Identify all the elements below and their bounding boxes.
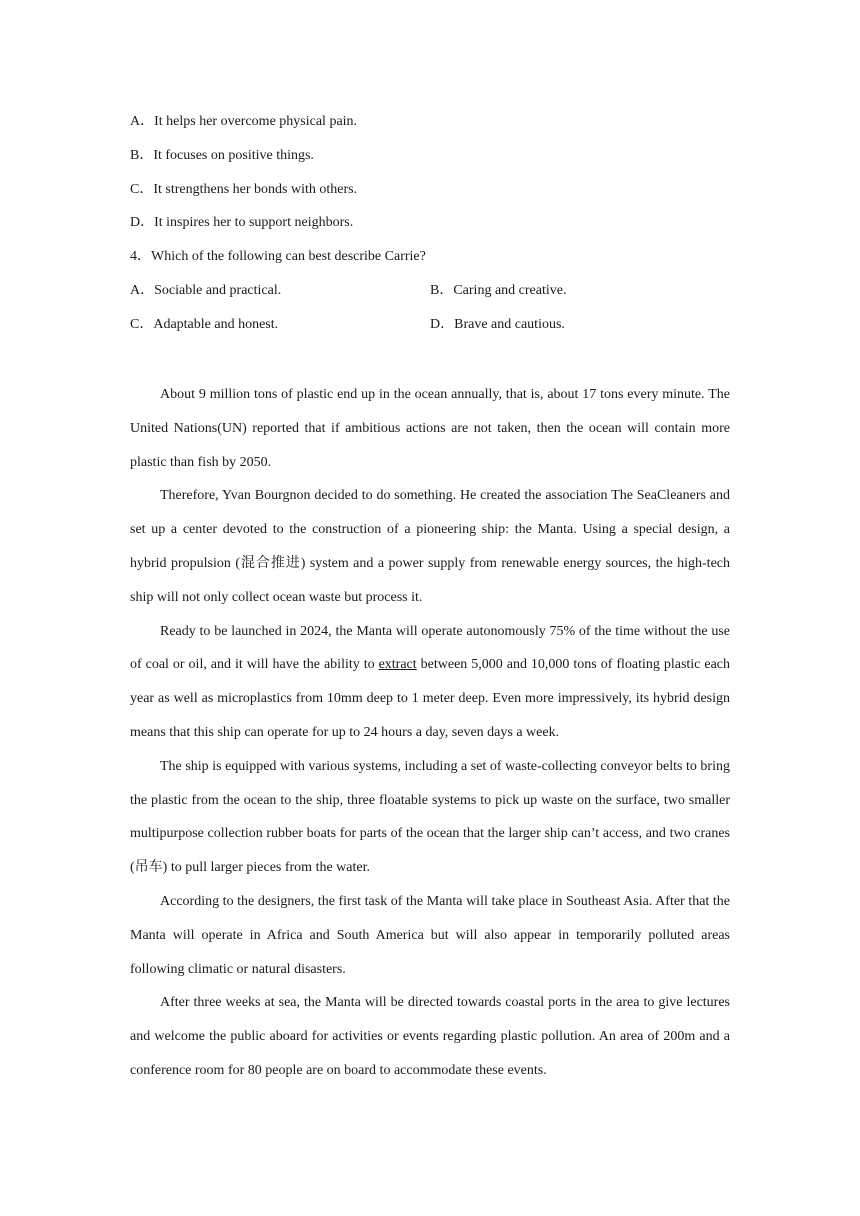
q3-option-b: B．It focuses on positive things. <box>130 148 314 163</box>
paragraph-5: According to the designers, the first task of the Manta will take place in Southeast Asia. After that the Manta will operate in Africa and South America but will also appear in temporarily polluted areas following climatic or natural disasters. <box>130 893 730 977</box>
q4-option-b: B．Caring and creative. <box>430 283 567 298</box>
paragraph-4: The ship is equipped with various systems, including a set of waste-collecting conveyor belts to bring the plastic from the ocean to the ship, three floatable systems to pick up waste on the surface, two smaller multipurpose collection rubber boats for parts of the ocean that the larger ship can’t access, and two cranes (吊车) to pull larger pieces from the water. <box>130 758 730 876</box>
q4-option-d: D．Brave and cautious. <box>430 317 565 332</box>
reading-passage <box>130 378 730 1088</box>
paragraph-3 <box>130 615 730 750</box>
paragraph-1: About 9 million tons of plastic end up in the ocean annually, that is, about 17 tons every minute. The United Nations(UN) reported that if ambitious actions are not taken, then the ocean will contain more plastic than fish by 2050. <box>130 387 730 470</box>
paragraph-3-after: between 5,000 and 10,000 tons of floating plastic each year as well as microplastics from 10mm deep to 1 meter deep. Even more impressively, its hybrid design means that this ship can operate for up to 24 hours a day, seven days a week. <box>130 657 730 740</box>
q3-option-c: C．It strengthens her bonds with others. <box>130 182 358 197</box>
underlined-word-extract: extract <box>378 657 417 673</box>
q3-option-d: D．It inspires her to support neighbors. <box>130 215 354 230</box>
q4-option-c: C．Adaptable and honest. <box>130 317 279 332</box>
q3-option-a: A．It helps her overcome physical pain. <box>130 114 358 129</box>
q4-option-a: A．Sociable and practical. <box>130 283 282 298</box>
paragraph-6: After three weeks at sea, the Manta will be directed towards coastal ports in the area to give lectures and welcome the public aboard for activities or events regarding plastic pollution. An area of 200m and a conference room for 80 people are on board to accommodate these events. <box>130 995 730 1078</box>
paragraph-2: Therefore, Yvan Bourgnon decided to do something. He created the association The SeaCleaners and set up a center devoted to the construction of a pioneering ship: the Manta. Using a special design, a hybrid propulsion (混合推进) system and a power supply from renewable energy sources, the high-tech ship will not only collect ocean waste but process it. <box>130 488 730 605</box>
q4-stem: 4．Which of the following can best describe Carrie? <box>130 249 426 264</box>
paragraph-3-before: Ready to be launched in 2024, the Manta will operate autonomously 75% of the time without the use of coal or oil, and it will have the ability to <box>130 623 730 673</box>
